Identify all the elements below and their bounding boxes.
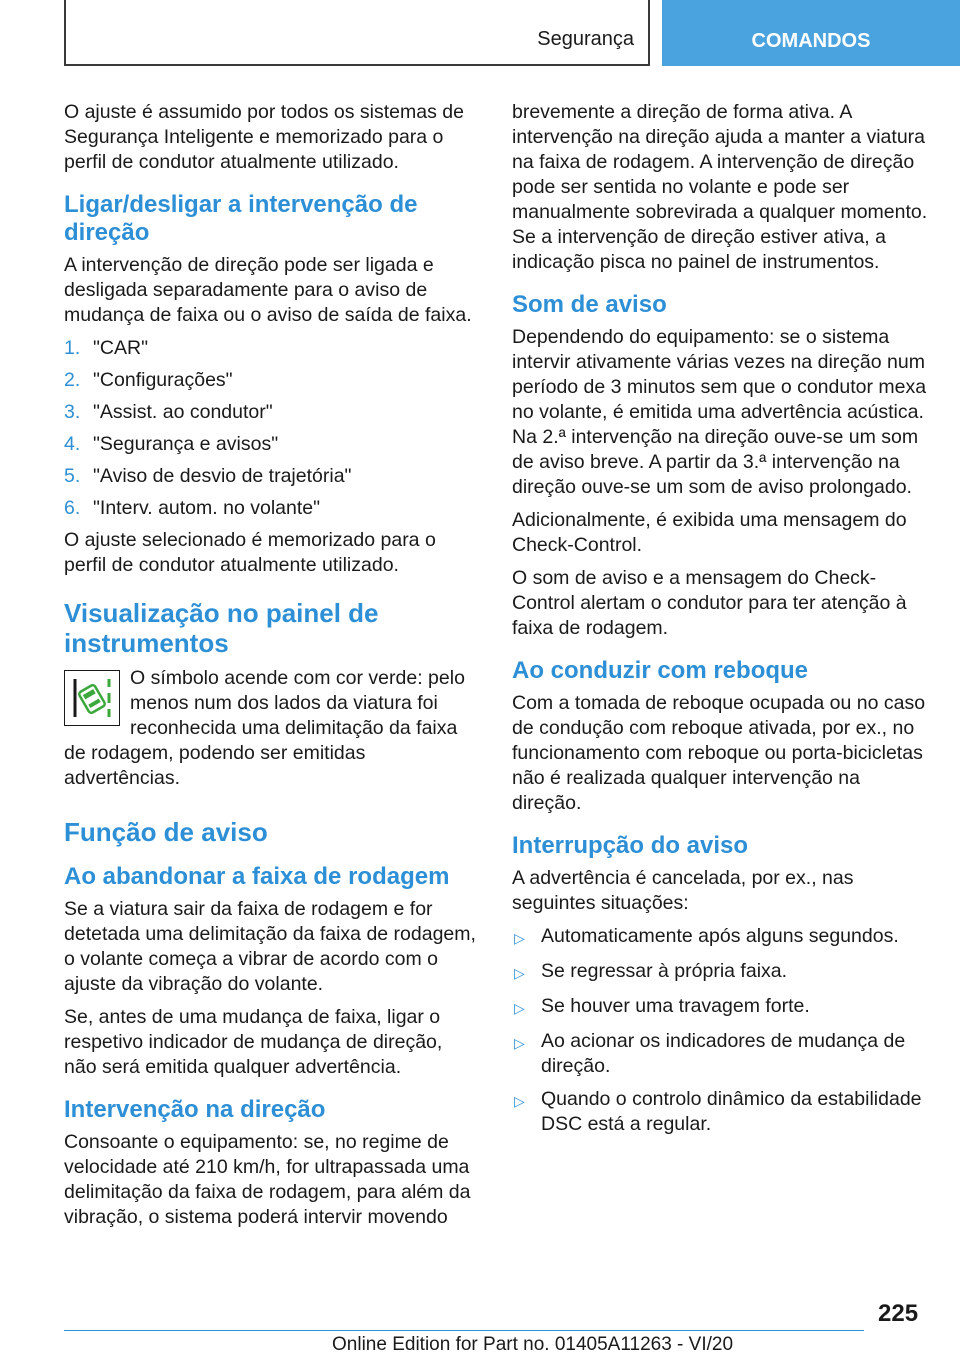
triangle-bullet-icon: ▷ [514, 1093, 525, 1109]
paragraph-leave-2: Se, antes de uma mudança de faixa, ligar o respetivo indicador de mudança de direção, não será emitida qualquer advertência. [64, 1006, 443, 1078]
intro-paragraph: O ajuste é assumido por todos os sistemas de Segurança Inteligente e memorizado para o perfil de condutor atualmente utilizado. [64, 101, 464, 173]
display-paragraph [64, 666, 480, 791]
footer-divider [64, 1330, 864, 1331]
paragraph-continued: brevemente a direção de forma ativa. A intervenção na direção ajuda a manter a viatura na faixa de rodagem. A intervenção de direção pode ser sentida no volante e pode ser manualmente sobrevirada a qualquer momento. Se a intervenção de direção estiver ativa, a indicação pisca no painel de instrumentos. [512, 101, 928, 273]
paragraph-leave-1: Se a viatura sair da faixa de rodagem e for detetada uma delimitação da faixa de rodagem, o volante começa a vibrar de acordo com o ajuste da vibração do volante. [64, 898, 476, 995]
list-item: ▷ Se houver uma travagem forte. [512, 994, 928, 1021]
list-item: 1. "CAR" [64, 337, 149, 359]
list-item: 4. "Segurança e avisos" [64, 433, 279, 455]
paragraph-saved: O ajuste selecionado é memorizado para o perfil de condutor atualmente utilizado. [64, 529, 436, 576]
list-item: 3. "Assist. ao condutor" [64, 401, 273, 423]
heading-toggle-steering: Ligar/desligar a intervenção de direção [64, 191, 418, 246]
list-item: ▷ Quando o controlo dinâmico da estabilidade DSC está a regular. [514, 1088, 922, 1135]
section-box [64, 0, 650, 66]
display-text: O símbolo acende com cor verde: pelo menos num dos lados da viatura foi reconhecida uma delimitação da faixa de rodagem, podendo ser emitidas advertências. [64, 667, 465, 789]
list-item: 5. "Aviso de desvio de trajetória" [64, 465, 352, 487]
paragraph-towing: Com a tomada de reboque ocupada ou no caso de condução com reboque ativada, por ex., no funcionamento com reboque ou porta-bicicletas não é realizada qualquer intervenção na direção. [512, 692, 926, 814]
section-title: Segurança [537, 28, 634, 50]
right-column [512, 100, 928, 1145]
heading-steering-intervention: Intervenção na direção [64, 1096, 326, 1123]
footer-edition: Online Edition for Part no. 01405A11263 - VI/20 [332, 1334, 734, 1355]
triangle-bullet-icon: ▷ [514, 930, 525, 946]
heading-leave-lane: Ao abandonar a faixa de rodagem [64, 863, 450, 890]
list-item: ▷ Ao acionar os indicadores de mudança de direção. [514, 1030, 906, 1077]
heading-warning-function: Função de aviso [64, 817, 268, 847]
triangle-bullet-icon: ▷ [514, 965, 525, 981]
heading-interruption: Interrupção do aviso [512, 832, 749, 859]
list-item: 6. "Interv. autom. no volante" [64, 497, 321, 519]
list-item: ▷ Automaticamente após alguns segundos. [512, 924, 928, 951]
steps-list [64, 336, 480, 521]
chapter-tab[interactable]: COMANDOS [662, 0, 960, 66]
lane-car-icon [69, 675, 115, 721]
heading-towing: Ao conduzir com reboque [512, 657, 809, 684]
paragraph-interruption: A advertência é cancelada, por ex., nas seguintes situações: [512, 867, 854, 914]
list-item: 2. "Configurações" [64, 369, 233, 391]
paragraph-sound-3: O som de aviso e a mensagem do Check-Control alertam o condutor para ter atenção à faixa de rodagem. [512, 567, 907, 639]
paragraph-sound-1: Dependendo do equipamento: se o sistema intervir ativamente várias vezes na direção num período de 3 minutos sem que o condutor mexa no volante, é emitida uma advertência acústica. Na 2.ª intervenção na direção ouve-se um som de aviso breve. A partir da 3.ª intervenção na direção ouve-se um som de aviso prolongado. [512, 326, 927, 498]
interruption-list [512, 924, 928, 1137]
list-item: ▷ Se regressar à própria faixa. [512, 959, 928, 986]
left-column [64, 100, 480, 1238]
page-number: 225 [878, 1300, 919, 1327]
paragraph-steering: Consoante o equipamento: se, no regime de velocidade até 210 km/h, for ultrapassada uma delimitação da faixa de rodagem, para além da vibração, o sistema poderá intervir movendo [64, 1131, 471, 1228]
lane-assist-symbol-icon [64, 670, 120, 726]
paragraph-toggle: A intervenção de direção pode ser ligada e desligada separadamente para o aviso de mudança de faixa ou o aviso de saída de faixa. [64, 254, 472, 326]
heading-display: Visualização no painel de instrumentos [64, 598, 379, 658]
page-header [0, 0, 960, 66]
triangle-bullet-icon: ▷ [514, 1000, 525, 1016]
triangle-bullet-icon: ▷ [514, 1035, 525, 1051]
paragraph-sound-2: Adicionalmente, é exibida uma mensagem do Check-Control. [512, 509, 907, 556]
heading-warning-sound: Som de aviso [512, 291, 667, 318]
